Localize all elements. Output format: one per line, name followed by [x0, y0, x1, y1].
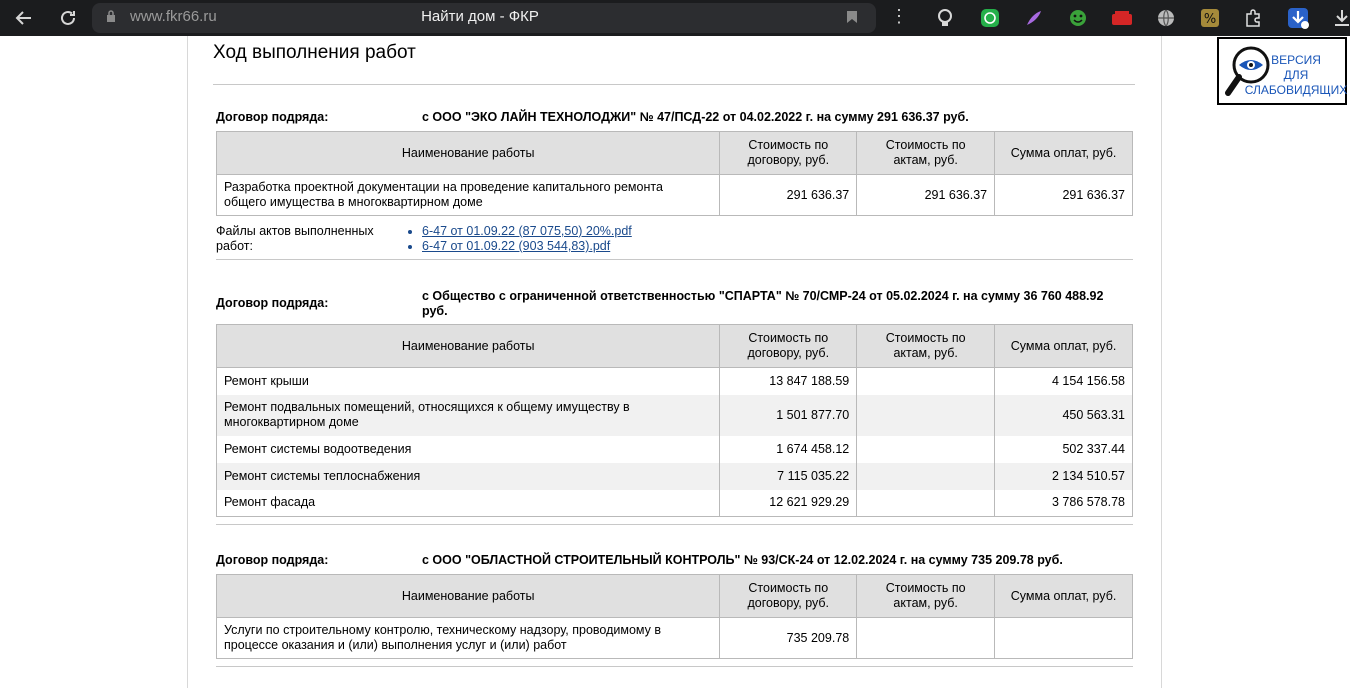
work-name: Ремонт фасада	[217, 490, 720, 517]
divider	[216, 259, 1133, 260]
divider	[216, 524, 1133, 525]
contract-description: с ООО "ЭКО ЛАЙН ТЕХНОЛОДЖИ" № 47/ПСД-22 от 04.02.2022 г. на сумму 291 636.37 руб.	[422, 110, 969, 124]
download-active-icon[interactable]	[1286, 6, 1310, 30]
content-frame-left	[187, 36, 188, 688]
header-act-cost: Стоимость по актам, руб.	[857, 575, 995, 618]
url-text[interactable]: www.fkr66.ru	[130, 8, 217, 25]
header-paid-sum: Сумма оплат, руб.	[995, 575, 1133, 618]
low-vision-label: ВЕРСИЯ ДЛЯ СЛАБОВИДЯЩИХ	[1244, 53, 1348, 97]
red-extension-icon[interactable]	[1110, 6, 1134, 30]
table-header-row	[217, 132, 1133, 175]
list-item	[422, 224, 632, 239]
percent-extension-icon[interactable]	[1198, 6, 1222, 30]
header-work-name: Наименование работы	[217, 575, 720, 618]
bookmark-icon[interactable]	[846, 10, 858, 24]
header-act-cost: Стоимость по актам, руб.	[857, 132, 995, 175]
contract-label: Договор подряда:	[216, 110, 329, 124]
lightbulb-icon[interactable]	[933, 6, 957, 30]
contract-label: Договор подряда:	[216, 296, 329, 310]
whatsapp-icon[interactable]	[978, 6, 1002, 30]
contract-cost: 291 636.37	[720, 175, 857, 216]
table-row	[217, 490, 1133, 517]
work-name: Разработка проектной документации на проведение капитального ремонта общего имущества в многоквартирном доме	[217, 175, 720, 216]
contract-description: с ООО "ОБЛАСТНОЙ СТРОИТЕЛЬНЫЙ КОНТРОЛЬ" № 93/СК-24 от 12.02.2024 г. на сумму 735 209.78 руб.	[422, 553, 1063, 567]
header-contract-cost: Стоимость по договору, руб.	[720, 325, 857, 368]
browser-toolbar	[0, 0, 1350, 36]
work-name: Ремонт подвальных помещений, относящихся к общему имуществу в многоквартирном доме	[217, 395, 720, 436]
smiley-extension-icon[interactable]	[1066, 6, 1090, 30]
globe-icon[interactable]	[1154, 6, 1178, 30]
work-name: Ремонт системы теплоснабжения	[217, 463, 720, 490]
page-tab-title: Найти дом - ФКР	[421, 8, 539, 25]
works-table	[216, 324, 1133, 517]
paid-sum: 291 636.37	[995, 175, 1133, 216]
more-menu-icon[interactable]: ⋮	[890, 6, 908, 26]
act-cost	[857, 490, 995, 517]
contract-cost: 13 847 188.59	[720, 368, 857, 395]
list-item	[422, 239, 632, 254]
downloads-icon[interactable]	[1330, 6, 1350, 30]
act-cost	[857, 618, 995, 659]
table-row	[217, 395, 1133, 436]
table-row	[217, 463, 1133, 490]
files-list	[408, 224, 632, 254]
header-act-cost: Стоимость по актам, руб.	[857, 325, 995, 368]
header-work-name: Наименование работы	[217, 132, 720, 175]
paid-sum: 4 154 156.58	[995, 368, 1133, 395]
table-row	[217, 618, 1133, 659]
contract-description: с Общество с ограниченной ответственностью "СПАРТА" № 70/СМР-24 от 05.02.2024 г. на сумму 36 760 488.92 руб.	[422, 289, 1104, 318]
header-work-name: Наименование работы	[217, 325, 720, 368]
contract-cost: 735 209.78	[720, 618, 857, 659]
table-row	[217, 175, 1133, 216]
table-row	[217, 368, 1133, 395]
work-name: Ремонт системы водоотведения	[217, 436, 720, 463]
paid-sum: 2 134 510.57	[995, 463, 1133, 490]
works-table	[216, 131, 1133, 216]
table-header-row	[217, 325, 1133, 368]
contract-cost: 7 115 035.22	[720, 463, 857, 490]
header-contract-cost: Стоимость по договору, руб.	[720, 575, 857, 618]
works-table	[216, 574, 1133, 659]
contract-cost: 12 621 929.29	[720, 490, 857, 517]
work-name: Ремонт крыши	[217, 368, 720, 395]
act-cost	[857, 436, 995, 463]
paid-sum: 502 337.44	[995, 436, 1133, 463]
act-cost	[857, 368, 995, 395]
divider	[216, 666, 1133, 667]
extensions-puzzle-icon[interactable]	[1242, 6, 1266, 30]
low-vision-version-button[interactable]	[1217, 37, 1347, 105]
contract-label: Договор подряда:	[216, 553, 329, 567]
contract-cost: 1 674 458.12	[720, 436, 857, 463]
file-link[interactable]: 6-47 от 01.09.22 (87 075,50) 20%.pdf	[422, 224, 632, 238]
paid-sum: 3 786 578.78	[995, 490, 1133, 517]
svg-text:%: %	[1203, 12, 1217, 27]
contract-cost: 1 501 877.70	[720, 395, 857, 436]
files-label: Файлы актов выполненных работ:	[216, 224, 374, 253]
page-title: Ход выполнения работ	[213, 42, 416, 63]
file-link[interactable]: 6-47 от 01.09.22 (903 544,83).pdf	[422, 239, 611, 253]
work-name: Услуги по строительному контролю, техническому надзору, проводимому в процессе оказания и (или) выполнения услуг и (или) работ	[217, 618, 720, 659]
table-row	[217, 436, 1133, 463]
header-paid-sum: Сумма оплат, руб.	[995, 325, 1133, 368]
act-cost	[857, 395, 995, 436]
act-cost	[857, 463, 995, 490]
header-contract-cost: Стоимость по договору, руб.	[720, 132, 857, 175]
header-paid-sum: Сумма оплат, руб.	[995, 132, 1133, 175]
act-cost: 291 636.37	[857, 175, 995, 216]
feather-icon[interactable]	[1022, 6, 1046, 30]
content-frame-right	[1161, 36, 1162, 688]
paid-sum: 450 563.31	[995, 395, 1133, 436]
table-header-row	[217, 575, 1133, 618]
paid-sum	[995, 618, 1133, 659]
divider	[213, 84, 1135, 85]
